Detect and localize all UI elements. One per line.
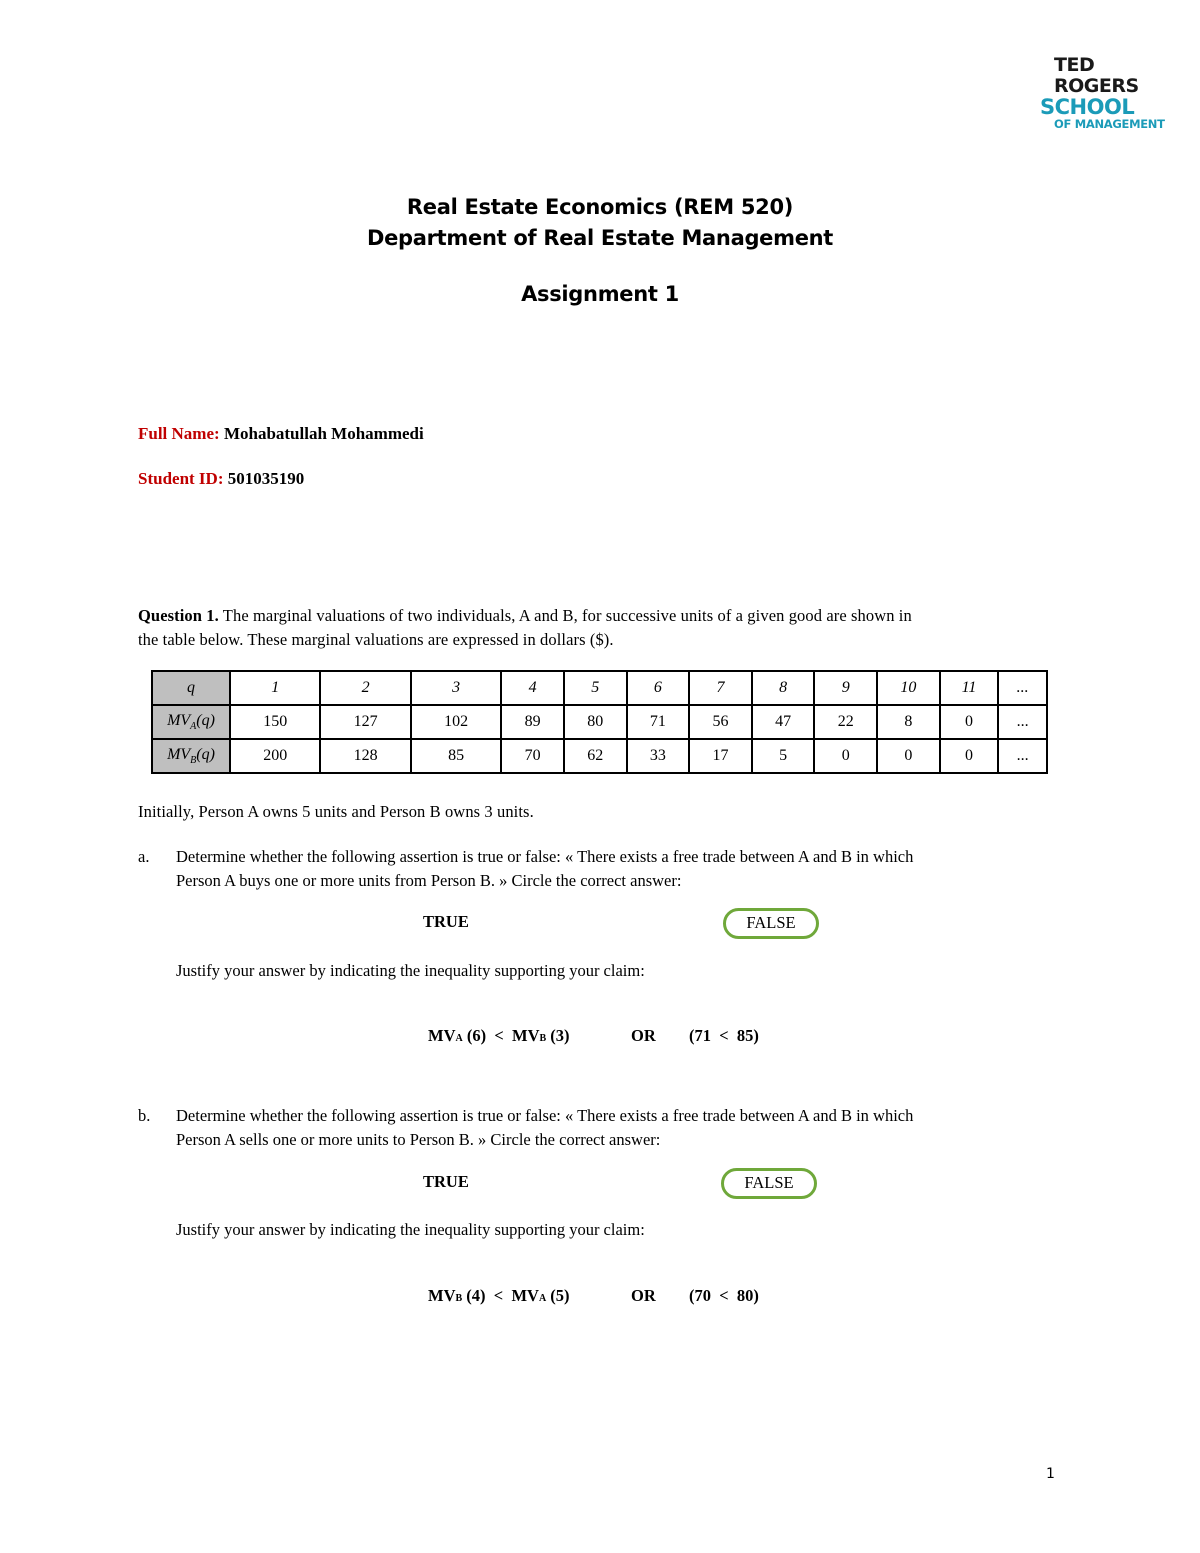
- assignment-title: Assignment 1: [521, 282, 679, 306]
- part-b-or: OR: [631, 1286, 656, 1305]
- table-cell: 200: [230, 739, 320, 773]
- part-b-text: [176, 1104, 1076, 1152]
- part-a-ineq-right-arg: (3): [546, 1026, 570, 1045]
- part-b-ineq-mv: MV: [428, 1286, 456, 1305]
- table-cell: 8: [752, 671, 815, 705]
- table-cell: 5: [564, 671, 627, 705]
- table-cell: 89: [501, 705, 564, 739]
- table-cell: 47: [752, 705, 815, 739]
- table-row: [152, 671, 1047, 705]
- part-a-ineq-sub-left: A: [455, 1033, 463, 1044]
- row-header: $MV_A(q)$: [152, 705, 230, 739]
- ted-rogers-logo: [1040, 56, 1165, 131]
- table-cell: 62: [564, 739, 627, 773]
- table-cell: 80: [564, 705, 627, 739]
- page-number: 1: [1046, 1466, 1055, 1482]
- table-cell: 5: [752, 739, 815, 773]
- part-b-ineq-sub-left: B: [455, 1293, 463, 1304]
- part-b-inequality: [428, 1286, 570, 1306]
- part-a-ineq-mid: (6) < MV: [462, 1026, 540, 1045]
- part-a-line2: Person A buys one or more units from Person B. » Circle the correct answer:: [176, 871, 682, 890]
- table-cell: 128: [320, 739, 410, 773]
- table-cell: 71: [627, 705, 690, 739]
- question-1-label: Question 1.: [138, 606, 219, 625]
- question-1-text: [138, 604, 1068, 652]
- student-id-label: Student ID:: [138, 469, 224, 488]
- part-a-marker: a.: [138, 847, 150, 866]
- table-cell: ...: [998, 705, 1047, 739]
- marginal-valuation-table: [151, 670, 1048, 774]
- table-cell: 7: [689, 671, 752, 705]
- table-cell: 8: [877, 705, 940, 739]
- logo-line-rogers: ROGERS: [1054, 75, 1139, 97]
- part-b-line1: Determine whether the following assertion is true or false: « There exists a free trade between A and B in which: [176, 1106, 914, 1125]
- table-cell: 0: [814, 739, 877, 773]
- part-b-line2: Person A sells one or more units to Person B. » Circle the correct answer:: [176, 1130, 661, 1149]
- part-a-true-option: TRUE: [423, 912, 469, 931]
- part-a-text: [176, 845, 1076, 893]
- logo-line-management: OF MANAGEMENT: [1054, 117, 1165, 131]
- table-cell: 22: [814, 705, 877, 739]
- table-cell: 70: [501, 739, 564, 773]
- full-name-label: Full Name:: [138, 424, 220, 443]
- part-b-false-option-circled: FALSE: [721, 1168, 817, 1199]
- table-cell: 4: [501, 671, 564, 705]
- table-cell: 85: [411, 739, 501, 773]
- student-id-value: 501035190: [227, 469, 305, 488]
- table-cell: 6: [627, 671, 690, 705]
- table-cell: ...: [998, 671, 1047, 705]
- part-a-justify: Justify your answer by indicating the inequality supporting your claim:: [176, 961, 645, 980]
- table-cell: 3: [411, 671, 501, 705]
- department-title: Department of Real Estate Management: [366, 226, 834, 250]
- student-id-field: [138, 469, 304, 489]
- table-cell: 9: [814, 671, 877, 705]
- logo-line-school: SCHOOL: [1040, 95, 1135, 119]
- logo-line-ted: TED: [1054, 54, 1095, 76]
- table-cell: 150: [230, 705, 320, 739]
- table-cell: ...: [998, 739, 1047, 773]
- part-b-marker: b.: [138, 1106, 151, 1125]
- question-1-line2: the table below. These marginal valuations are expressed in dollars ($).: [138, 630, 614, 649]
- part-b-ineq-mid: (4) < MV: [462, 1286, 539, 1305]
- table-row: [152, 705, 1047, 739]
- table-cell: 10: [877, 671, 940, 705]
- table-row: [152, 739, 1047, 773]
- part-a-or: OR: [631, 1026, 656, 1045]
- course-title: Real Estate Economics (REM 520): [406, 195, 794, 219]
- part-b-numeric-inequality: (70 < 80): [689, 1286, 759, 1305]
- row-header: $MV_B(q)$: [152, 739, 230, 773]
- table-cell: 127: [320, 705, 410, 739]
- part-b-true-option: TRUE: [423, 1172, 469, 1191]
- table-cell: 0: [940, 705, 998, 739]
- part-b-ineq-right-arg: (5): [546, 1286, 570, 1305]
- table-cell: 56: [689, 705, 752, 739]
- part-b-ineq-sub-right: A: [538, 1293, 547, 1304]
- part-b-justify: Justify your answer by indicating the inequality supporting your claim:: [176, 1220, 645, 1239]
- full-name-value: Mohabatullah Mohammedi: [223, 424, 424, 443]
- table-cell: 33: [627, 739, 690, 773]
- table-cell: 1: [230, 671, 320, 705]
- part-a-ineq-sub-right: B: [539, 1033, 547, 1044]
- part-a-numeric-inequality: (71 < 85): [689, 1026, 759, 1045]
- part-a-ineq-mv: MV: [428, 1026, 456, 1045]
- initial-endowment: Initially, Person A owns 5 units and Person B owns 3 units.: [138, 802, 534, 821]
- question-1-line1: The marginal valuations of two individuals, A and B, for successive units of a given good are shown in: [218, 606, 912, 625]
- table-cell: 11: [940, 671, 998, 705]
- full-name-field: [138, 424, 424, 444]
- part-a-line1: Determine whether the following assertion is true or false: « There exists a free trade between A and B in which: [176, 847, 914, 866]
- table-cell: 102: [411, 705, 501, 739]
- table-cell: 2: [320, 671, 410, 705]
- part-a-false-option-circled: FALSE: [723, 908, 819, 939]
- row-header: q: [152, 671, 230, 705]
- table-cell: 0: [940, 739, 998, 773]
- table-cell: 0: [877, 739, 940, 773]
- part-a-inequality: [428, 1026, 570, 1046]
- table-cell: 17: [689, 739, 752, 773]
